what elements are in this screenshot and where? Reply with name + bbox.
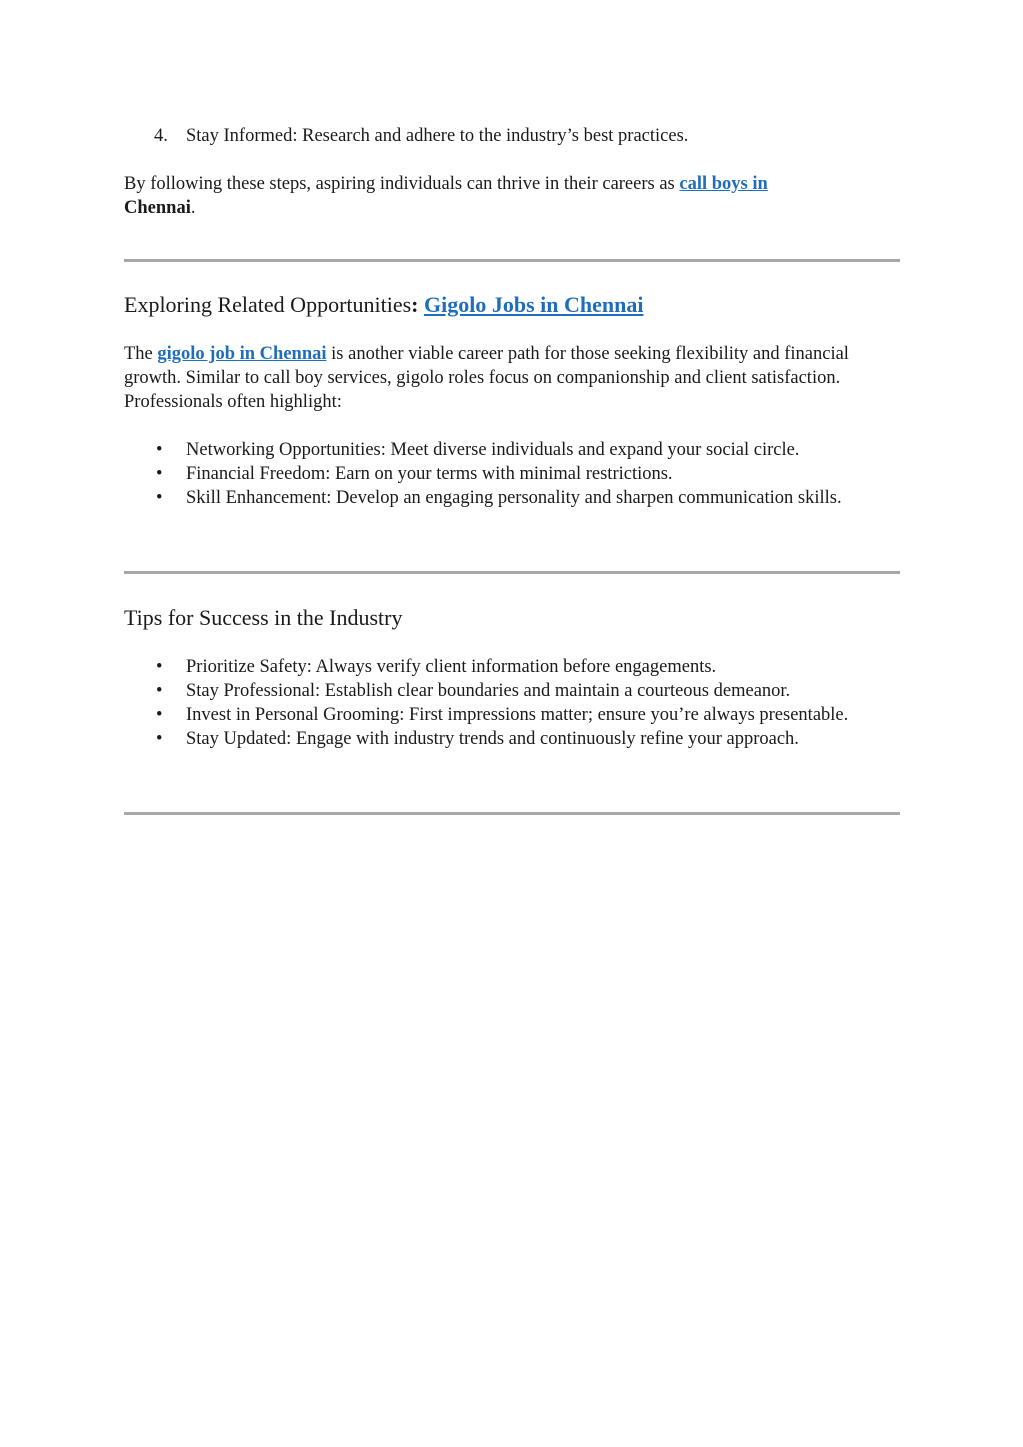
intro-paragraph	[124, 172, 900, 220]
intro-period: .	[190, 198, 196, 218]
list-item	[124, 655, 900, 679]
list-item	[124, 727, 900, 751]
numbered-list-item	[154, 124, 688, 148]
call-boys-link[interactable]: call boys in	[679, 174, 768, 194]
intro-bold-text: Chennai	[124, 198, 191, 218]
list-item	[124, 679, 900, 703]
bullet-text: Financial Freedom: Earn on your terms with minimal restrictions.	[186, 464, 673, 484]
paragraph-text: is another viable career path for those seeking flexibility and financial growth. Similar to call boy services, gigolo roles focus on companionship and client satisfaction. Professionals often highlight:	[124, 344, 849, 412]
section-divider	[124, 571, 900, 574]
section-heading-opportunities	[124, 291, 643, 319]
bullet-text: Invest in Personal Grooming: First impressions matter; ensure you’re always presentable.	[186, 705, 849, 725]
section-heading-tips: Tips for Success in the Industry	[124, 605, 403, 630]
opportunities-bullet-list	[124, 438, 900, 510]
gigolo-jobs-link[interactable]: Gigolo Jobs in Chennai	[424, 292, 644, 317]
bullet-icon: •	[156, 464, 163, 484]
intro-text: By following these steps, aspiring individuals can thrive in their careers as	[124, 174, 680, 194]
bullet-text: Skill Enhancement: Develop an engaging personality and sharpen communication skills.	[186, 488, 842, 508]
paragraph-text: The	[124, 344, 158, 364]
bullet-text: Stay Professional: Establish clear boundaries and maintain a courteous demeanor.	[186, 681, 791, 701]
bullet-icon: •	[156, 657, 163, 677]
bullet-icon: •	[156, 705, 163, 725]
tips-bullet-list	[124, 655, 900, 751]
heading-text: Exploring Related Opportunities	[124, 292, 412, 317]
section-divider	[124, 812, 900, 815]
list-item	[124, 486, 900, 510]
heading-colon: :	[411, 292, 419, 317]
bullet-text: Stay Updated: Engage with industry trends and continuously refine your approach.	[186, 729, 799, 749]
bullet-icon: •	[156, 488, 163, 508]
bullet-icon: •	[156, 681, 163, 701]
bullet-icon: •	[156, 440, 163, 460]
bullet-icon: •	[156, 729, 163, 749]
list-item-text: Stay Informed: Research and adhere to the industry’s best practices.	[186, 126, 689, 146]
gigolo-job-link[interactable]: gigolo job in Chennai	[157, 344, 327, 364]
bullet-text: Prioritize Safety: Always verify client information before engagements.	[186, 657, 717, 677]
list-number: 4.	[154, 126, 168, 146]
opportunities-paragraph	[124, 342, 900, 414]
list-item	[124, 462, 900, 486]
section-divider	[124, 259, 900, 262]
list-item	[124, 438, 900, 462]
list-item	[124, 703, 900, 727]
bullet-text: Networking Opportunities: Meet diverse individuals and expand your social circle.	[186, 440, 800, 460]
